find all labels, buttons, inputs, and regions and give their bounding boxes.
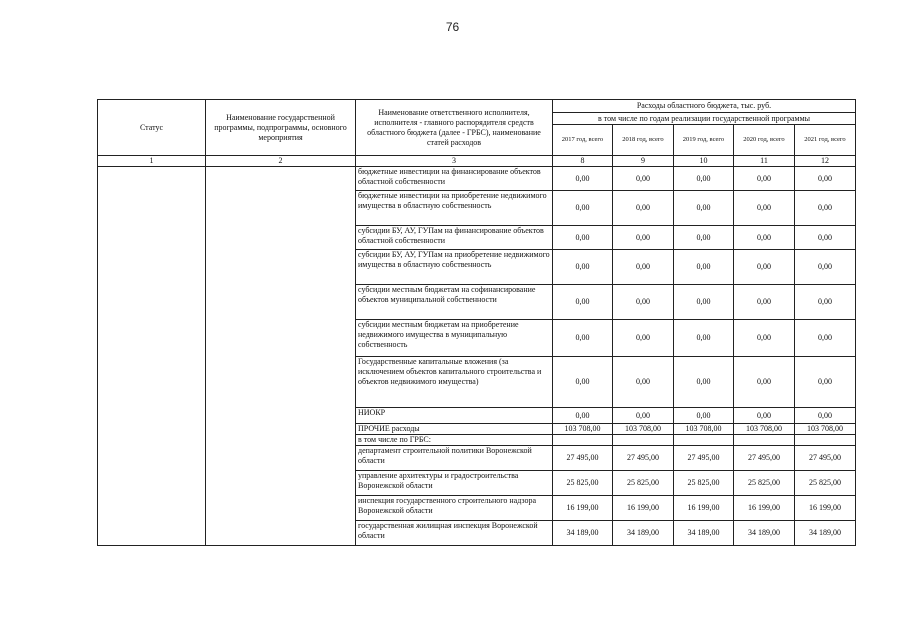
column-number: 10 <box>674 156 734 167</box>
column-number: 9 <box>613 156 674 167</box>
header-by-years: в том числе по годам реализации государственной программы <box>553 113 856 125</box>
column-number: 8 <box>553 156 613 167</box>
expense-value: 0,00 <box>674 191 734 226</box>
expense-value: 0,00 <box>553 226 613 250</box>
expense-value: 0,00 <box>795 226 856 250</box>
expense-value: 0,00 <box>613 320 674 357</box>
expense-value: 0,00 <box>734 191 795 226</box>
expense-value: 0,00 <box>734 320 795 357</box>
expense-value <box>674 435 734 446</box>
expense-value: 0,00 <box>795 250 856 285</box>
expense-item-name: управление архитектуры и градостроительства Воронежской области <box>356 471 553 496</box>
expense-item-name: НИОКР <box>356 408 553 424</box>
expense-value: 16 199,00 <box>674 496 734 521</box>
expense-item-name: в том числе по ГРБС: <box>356 435 553 446</box>
header-executor: Наименование ответственного исполнителя, исполнителя - главного распорядителя средств областного бюджета (далее - ГРБС), наименование статей расходов <box>356 100 553 156</box>
expense-value: 0,00 <box>795 285 856 320</box>
header-year: 2020 год, всего <box>734 125 795 156</box>
expense-value: 0,00 <box>795 357 856 408</box>
expense-value: 25 825,00 <box>613 471 674 496</box>
expense-value <box>613 435 674 446</box>
expense-value: 0,00 <box>613 250 674 285</box>
header-year: 2019 год, всего <box>674 125 734 156</box>
expense-item-name: субсидии БУ, АУ, ГУПам на финансирование объектов областной собственности <box>356 226 553 250</box>
header-program: Наименование государственной программы, подпрограммы, основного мероприятия <box>206 100 356 156</box>
expense-value: 16 199,00 <box>613 496 674 521</box>
expense-value: 0,00 <box>613 191 674 226</box>
expense-value: 27 495,00 <box>553 446 613 471</box>
expense-value: 0,00 <box>553 408 613 424</box>
expense-value: 103 708,00 <box>553 424 613 435</box>
expense-value: 0,00 <box>613 357 674 408</box>
expense-value: 16 199,00 <box>795 496 856 521</box>
column-number: 11 <box>734 156 795 167</box>
status-cell <box>98 167 206 546</box>
expense-value: 0,00 <box>553 320 613 357</box>
header-year: 2018 год, всего <box>613 125 674 156</box>
expense-value: 0,00 <box>674 167 734 191</box>
expense-value: 16 199,00 <box>734 496 795 521</box>
expense-item-name: Государственные капитальные вложения (за исключением объектов капитального строительства и объектов недвижимого имущества) <box>356 357 553 408</box>
expense-value: 0,00 <box>613 408 674 424</box>
expense-item-name: субсидии БУ, АУ, ГУПам на приобретение недвижимого имущества в областную собственность <box>356 250 553 285</box>
expense-value: 0,00 <box>613 285 674 320</box>
expense-value: 103 708,00 <box>795 424 856 435</box>
expense-value: 25 825,00 <box>553 471 613 496</box>
expense-value: 0,00 <box>553 191 613 226</box>
expense-value: 0,00 <box>795 320 856 357</box>
expense-value: 25 825,00 <box>734 471 795 496</box>
expense-value: 25 825,00 <box>674 471 734 496</box>
expense-value: 27 495,00 <box>734 446 795 471</box>
expense-value: 103 708,00 <box>674 424 734 435</box>
expense-value: 0,00 <box>613 167 674 191</box>
expense-value: 0,00 <box>674 285 734 320</box>
expense-item-name: субсидии местным бюджетам на софинансирование объектов муниципальной собственности <box>356 285 553 320</box>
expense-value: 103 708,00 <box>613 424 674 435</box>
expense-value: 27 495,00 <box>613 446 674 471</box>
expense-value: 34 189,00 <box>613 521 674 546</box>
expense-value: 0,00 <box>795 191 856 226</box>
expense-value: 103 708,00 <box>734 424 795 435</box>
expense-value: 0,00 <box>553 250 613 285</box>
header-year: 2021 год, всего <box>795 125 856 156</box>
expense-item-name: государственная жилищная инспекция Воронежской области <box>356 521 553 546</box>
expense-item-name: ПРОЧИЕ расходы <box>356 424 553 435</box>
expense-value <box>553 435 613 446</box>
expense-value: 0,00 <box>734 357 795 408</box>
expense-value: 0,00 <box>734 226 795 250</box>
expense-value: 0,00 <box>734 250 795 285</box>
header-expenses: Расходы областного бюджета, тыс. руб. <box>553 100 856 113</box>
expense-item-name: инспекция государственного строительного надзора Воронежской области <box>356 496 553 521</box>
expense-value: 34 189,00 <box>553 521 613 546</box>
column-number: 1 <box>98 156 206 167</box>
header-status: Статус <box>98 100 206 156</box>
page-number: 76 <box>445 20 460 34</box>
expense-value: 0,00 <box>553 357 613 408</box>
expense-value: 0,00 <box>795 408 856 424</box>
expense-value <box>734 435 795 446</box>
expense-value: 0,00 <box>674 320 734 357</box>
expense-value: 27 495,00 <box>674 446 734 471</box>
expense-value: 0,00 <box>674 408 734 424</box>
expense-value: 0,00 <box>734 408 795 424</box>
expense-value: 34 189,00 <box>674 521 734 546</box>
expense-value: 34 189,00 <box>795 521 856 546</box>
column-number: 2 <box>206 156 356 167</box>
column-number: 12 <box>795 156 856 167</box>
expense-value: 34 189,00 <box>734 521 795 546</box>
expense-value: 0,00 <box>734 285 795 320</box>
expense-item-name: департамент строительной политики Воронежской области <box>356 446 553 471</box>
expense-value: 0,00 <box>795 167 856 191</box>
budget-table <box>97 99 856 546</box>
expense-value: 0,00 <box>553 167 613 191</box>
expense-value <box>795 435 856 446</box>
column-number: 3 <box>356 156 553 167</box>
expense-value: 0,00 <box>674 357 734 408</box>
expense-value: 0,00 <box>553 285 613 320</box>
expense-value: 27 495,00 <box>795 446 856 471</box>
program-cell <box>206 167 356 546</box>
expense-value: 0,00 <box>674 250 734 285</box>
expense-value: 16 199,00 <box>553 496 613 521</box>
expense-item-name: бюджетные инвестиции на финансирование объектов областной собственности <box>356 167 553 191</box>
expense-item-name: бюджетные инвестиции на приобретение недвижимого имущества в областную собственность <box>356 191 553 226</box>
expense-item-name: субсидии местным бюджетам на приобретение недвижимого имущества в муниципальную собственность <box>356 320 553 357</box>
expense-value: 25 825,00 <box>795 471 856 496</box>
table-row <box>98 167 856 191</box>
header-year: 2017 год, всего <box>553 125 613 156</box>
expense-value: 0,00 <box>734 167 795 191</box>
expense-value: 0,00 <box>674 226 734 250</box>
expense-value: 0,00 <box>613 226 674 250</box>
